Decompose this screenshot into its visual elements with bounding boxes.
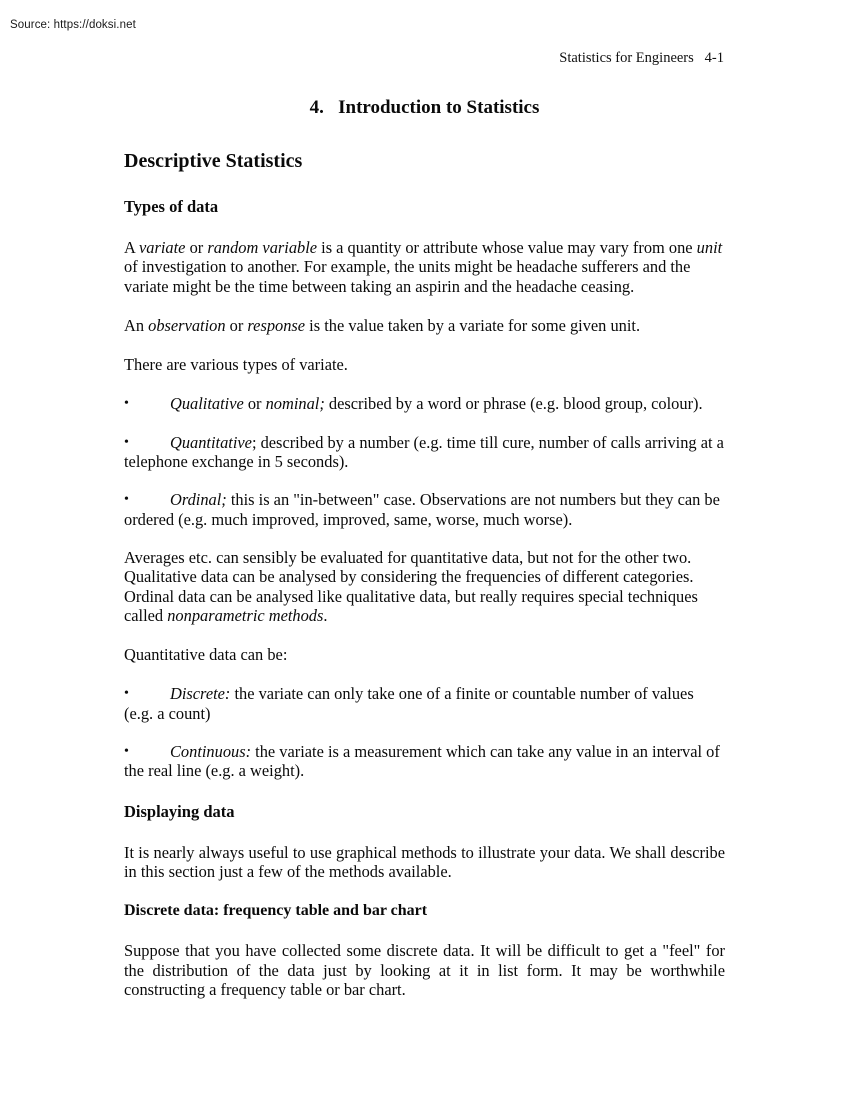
text-fragment: ; described by a number (e.g. time till cure, number of calls arriving at a telephone exchange in 5 seconds). xyxy=(124,432,724,472)
emphasis-ordinal: Ordinal; xyxy=(170,490,227,510)
text-fragment: or xyxy=(225,315,248,335)
list-item xyxy=(124,394,725,413)
text-fragment: described by a word or phrase (e.g. blood group, colour). xyxy=(324,394,703,414)
list-variate-types xyxy=(124,394,725,528)
list-item xyxy=(124,490,725,529)
paragraph-various-types: There are various types of variate. xyxy=(124,355,348,375)
list-item xyxy=(124,742,725,781)
emphasis-nominal: nominal; xyxy=(265,394,325,414)
document-body xyxy=(124,96,725,1019)
list-item-text xyxy=(124,490,725,529)
emphasis-qualitative: Qualitative xyxy=(170,394,244,414)
bullet-icon: • xyxy=(124,434,129,450)
bullet-icon: • xyxy=(124,396,129,412)
list-item-text xyxy=(124,433,725,472)
heading-descriptive-statistics: Descriptive Statistics xyxy=(124,150,303,172)
paragraph-quantitative-can-be: Quantitative data can be: xyxy=(124,645,288,665)
emphasis-variate: variate xyxy=(139,238,186,257)
text-fragment: the variate can only take one of a finite or countable number of values (e.g. a count) xyxy=(124,684,694,723)
emphasis-observation: observation xyxy=(148,315,226,335)
list-item xyxy=(124,684,725,723)
text-fragment: . xyxy=(323,605,328,625)
source-watermark: Source: https://doksi.net xyxy=(10,19,136,31)
heading-displaying-data: Displaying data xyxy=(124,801,235,821)
paragraph-displaying-data-intro: It is nearly always useful to use graphical methods to illustrate your data. We shall describe in this section just a few of the methods available. xyxy=(124,842,725,881)
text-fragment: is a quantity or attribute whose value may vary from one xyxy=(317,238,697,257)
paragraph-suppose-discrete-data: Suppose that you have collected some discrete data. It will be difficult to get a "feel" for the distribution of the data just by looking at it in list form. It may be worthwhile constructing a frequency table or bar chart. xyxy=(124,941,725,999)
emphasis-continuous: Continuous: xyxy=(170,742,252,762)
text-fragment: or xyxy=(185,238,208,257)
emphasis-nonparametric-methods: nonparametric methods xyxy=(167,605,324,625)
text-fragment: this is an "in-between" case. Observations are not numbers but they can be ordered (e.g. much improved, improved, same, worse, much worse). xyxy=(124,490,720,529)
emphasis-discrete: Discrete: xyxy=(170,684,231,704)
running-header: Statistics for Engineers 4-1 xyxy=(559,50,724,66)
emphasis-response: response xyxy=(247,315,306,335)
bullet-icon: • xyxy=(124,686,129,702)
list-item-text xyxy=(124,684,725,723)
list-item-text xyxy=(124,742,725,781)
text-fragment: the variate is a measurement which can take any value in an interval of the real line (e.g. a weight). xyxy=(124,742,720,781)
list-quantitative-types xyxy=(124,684,725,780)
text-fragment: Averages etc. can sensibly be evaluated for quantitative data, but not for the other two. Qualitative data can be analysed by considering the frequencies of different categories. Ordinal data can be analysed like qualitative data, but really requires special techniques called xyxy=(124,547,698,625)
list-item-text xyxy=(124,394,725,413)
heading-discrete-data: Discrete data: frequency table and bar chart xyxy=(124,902,428,920)
text-fragment: A xyxy=(124,238,140,257)
emphasis-quantitative: Quantitative xyxy=(170,432,252,452)
emphasis-random-variable: random variable xyxy=(207,238,318,257)
bullet-icon: • xyxy=(124,744,129,760)
heading-types-of-data: Types of data xyxy=(124,197,219,216)
bullet-icon: • xyxy=(124,492,129,508)
paragraph-variate-definition xyxy=(124,238,725,296)
text-fragment: An xyxy=(124,315,149,335)
list-item xyxy=(124,433,725,472)
emphasis-unit: unit xyxy=(696,238,723,257)
text-fragment: or xyxy=(243,394,266,414)
text-fragment: of investigation to another. For example, the units might be headache sufferers and the variate might be the time between taking an aspirin and the headache ceasing. xyxy=(124,257,691,296)
paragraph-observation-definition xyxy=(124,316,725,335)
page-title: 4. Introduction to Statistics xyxy=(309,97,540,118)
paragraph-averages xyxy=(124,548,725,625)
text-fragment: is the value taken by a variate for some given unit. xyxy=(305,315,641,335)
